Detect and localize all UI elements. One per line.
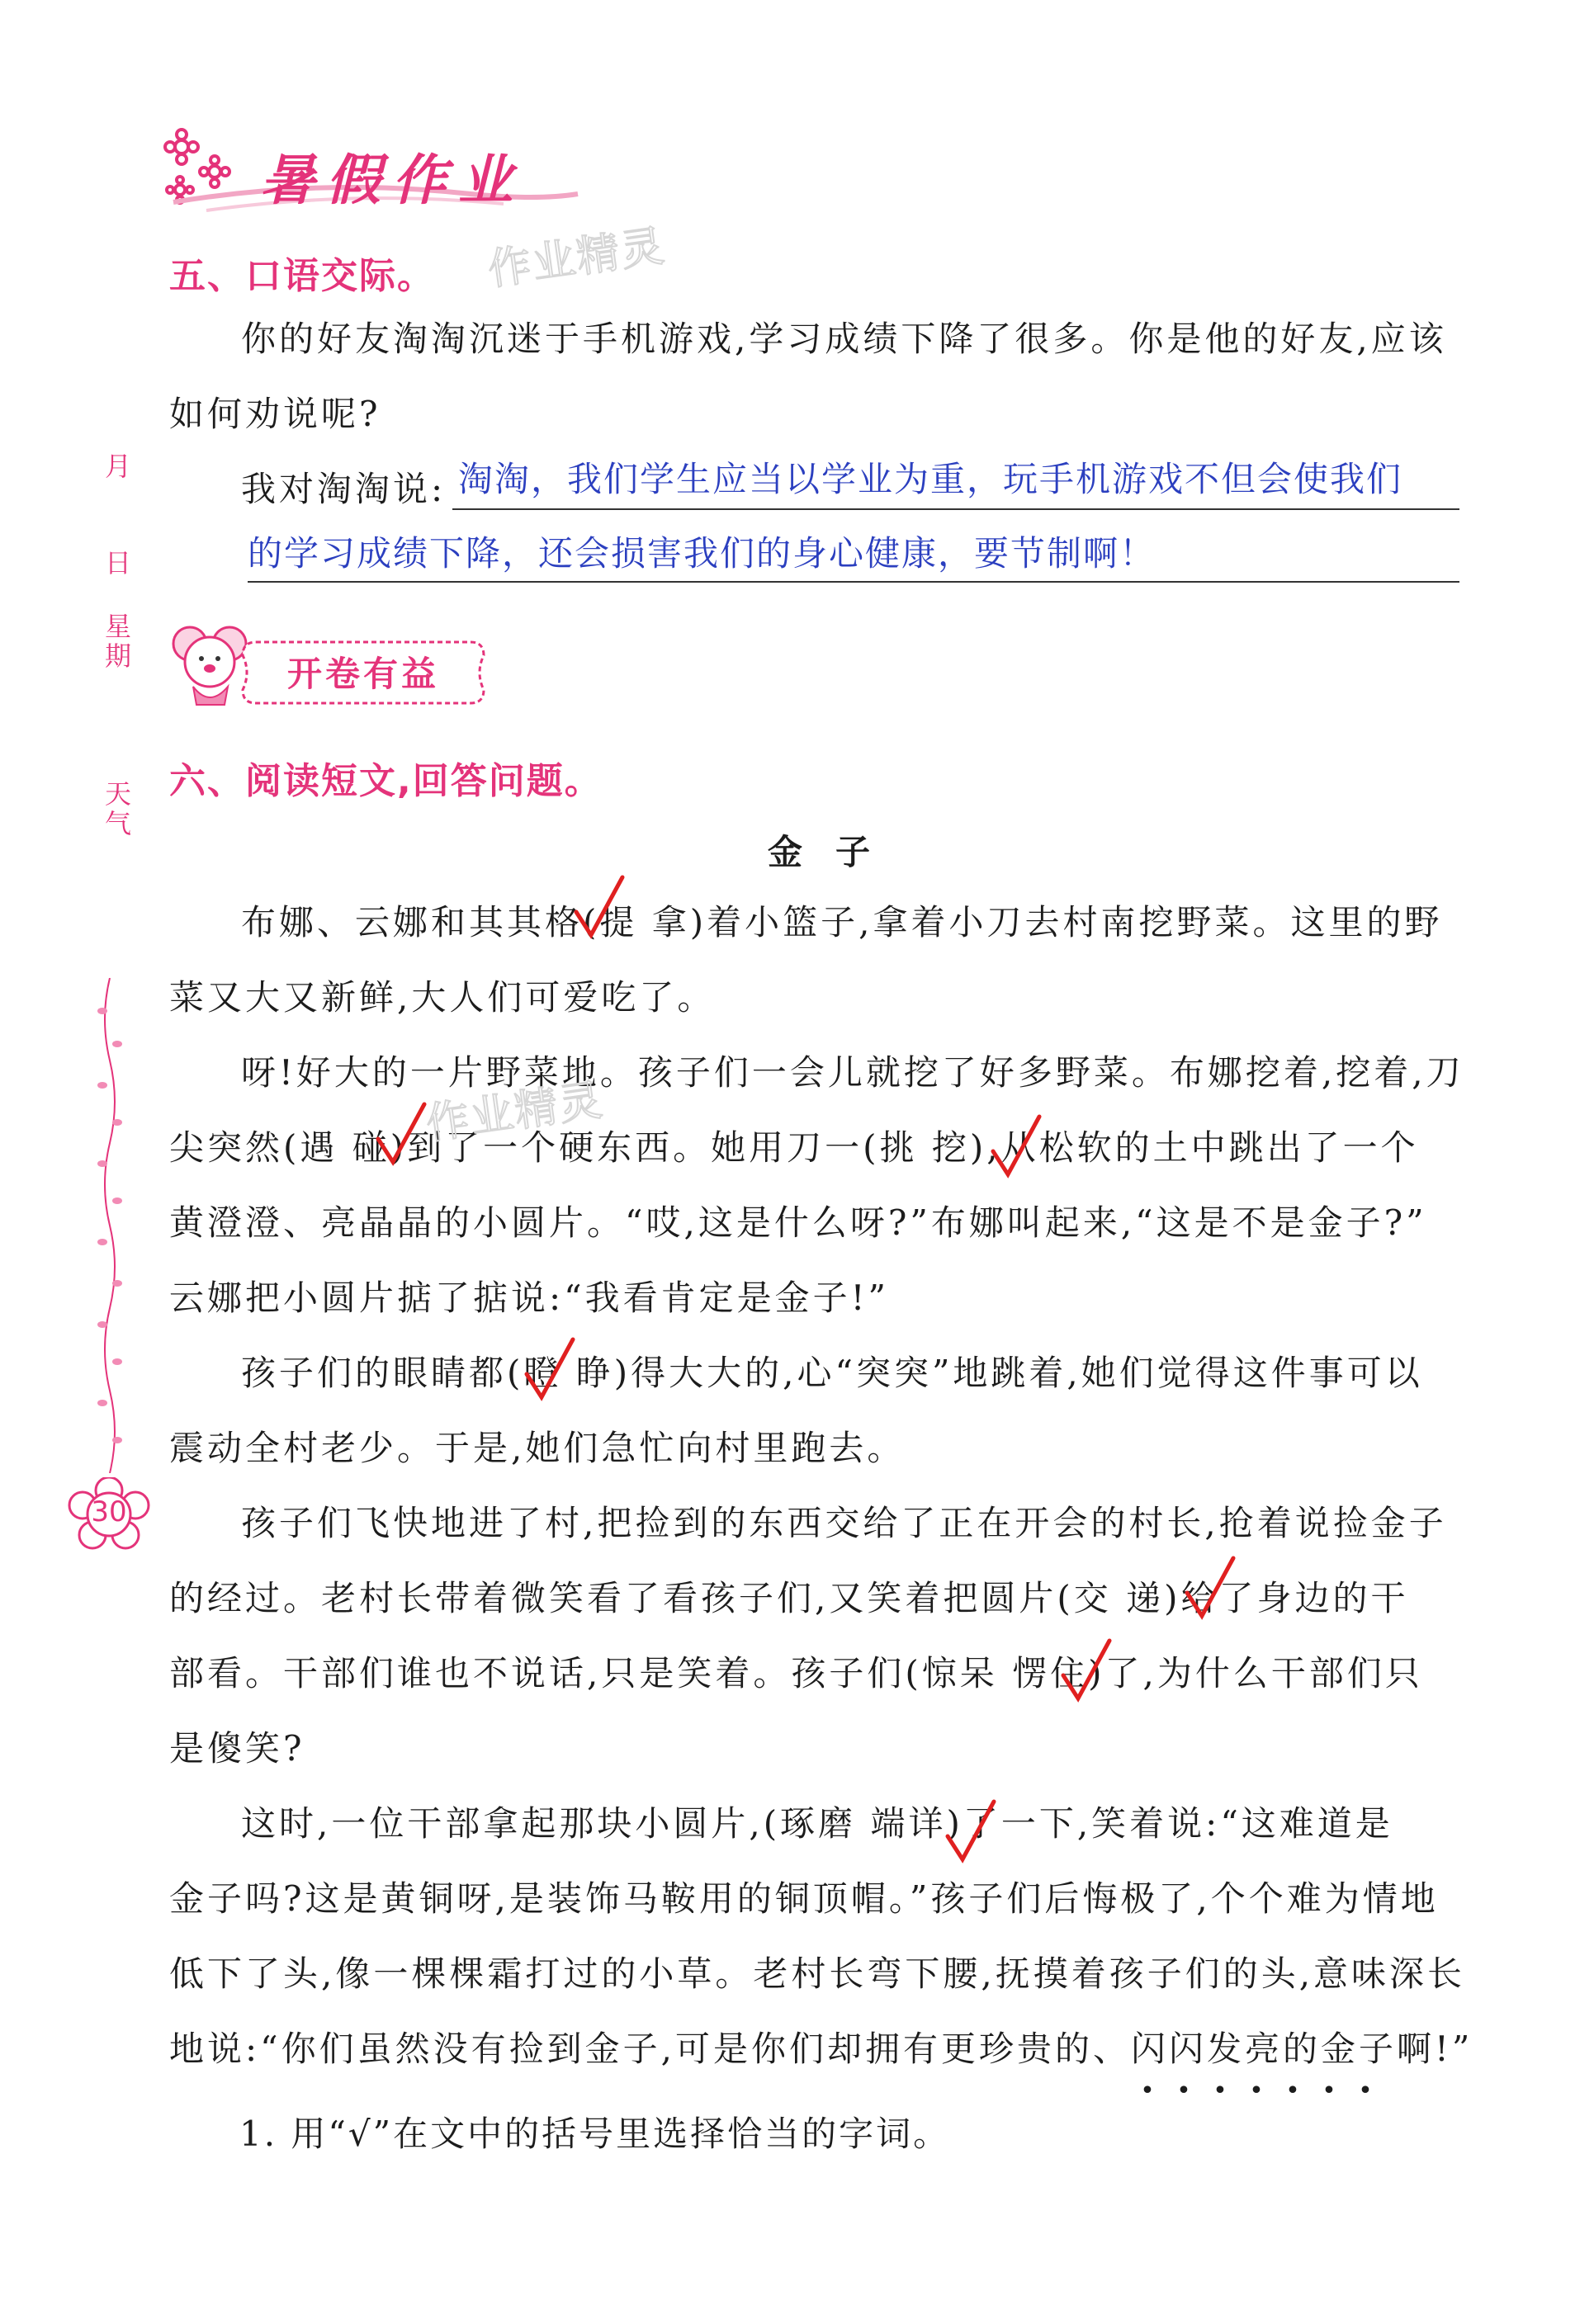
answer-handwriting-line2: 的学习成绩下降，还会损害我们的身心健康，要节制啊！ (248, 533, 1156, 574)
story-title: 金子 (768, 832, 904, 872)
banner-title: 开卷有益 (286, 654, 439, 694)
story-line-5: 黄澄澄、亮晶晶的小圆片。“哎,这是什么呀?”布娜叫起来,“这是不是金子?” (169, 1202, 1427, 1243)
check-mark-icon (570, 871, 627, 945)
story-line-6: 云娜把小圆片掂了掂说:“我看肯定是金子!” (169, 1278, 889, 1318)
page-number: 30 (91, 1495, 127, 1528)
story-line-14: 金子吗?这是黄铜呀,是装饰马鞍用的铜顶帽。”孩子们后悔极了,个个难为情地 (169, 1878, 1439, 1919)
watermark-top: 作业精灵 (485, 221, 669, 295)
story-line-15: 低下了头,像一棵棵霜打过的小草。老村长弯下腰,抚摸着孩子们的头,意味深长 (169, 1953, 1466, 1994)
question-1: 1. 用“√”在文中的括号里选择恰当的字词。 (239, 2114, 951, 2154)
margin-day-label: 日 (101, 549, 132, 579)
answer-underline-2 (248, 581, 1459, 583)
answer-handwriting-line1: 淘淘，我们学生应当以学业为重，玩手机游戏不但会使我们 (458, 459, 1403, 499)
story-line-1: 布娜、云娜和其其格(提 拿)着小篮子,拿着小刀去村南挖野菜。这里的野 (241, 902, 1443, 942)
check-mark-icon (986, 1110, 1044, 1184)
margin-month-label: 月 (101, 452, 132, 482)
check-mark-icon (371, 1098, 429, 1172)
story-line-11: 部看。干部们谁也不说话,只是笑着。孩子们(惊呆 愣住)了,为什么干部们只 (169, 1653, 1423, 1693)
answer-underline-1 (452, 508, 1459, 510)
section6-title: 六、阅读短文,回答问题。 (169, 760, 603, 802)
story-line-12: 是傻笑? (169, 1728, 305, 1769)
story-line-10: 的经过。老村长带着微笑看了看孩子们,又笑着把圆片(交 递)给了身边的干 (169, 1578, 1409, 1618)
check-mark-icon (1180, 1552, 1238, 1626)
story-line-8: 震动全村老少。于是,她们急忙向村里跑去。 (169, 1428, 906, 1468)
margin-weekday-label: 星期 (101, 612, 132, 672)
story-line-4: 尖突然(遇 碰)到了一个硬东西。她用刀一(挑 挖),从松软的土中跳出了一个 (169, 1127, 1419, 1168)
section5-prompt-line2: 如何劝说呢? (169, 394, 381, 434)
check-mark-icon (520, 1333, 578, 1407)
vine-decoration (96, 978, 124, 1473)
check-mark-icon (941, 1795, 999, 1869)
header-title: 暑假作业 (260, 149, 524, 212)
story-line-2: 菜又大又新鲜,大人们可爱吃了。 (169, 977, 716, 1018)
section5-answer-label: 我对淘淘说: (241, 469, 447, 509)
story-line-7: 孩子们的眼睛都(瞪 睁)得大大的,心“突突”地跳着,她们觉得这件事可以 (241, 1353, 1423, 1393)
story-line-13: 这时,一位干部拿起那块小圆片,(琢磨 端详)了一下,笑着说:“这难道是 (241, 1803, 1393, 1844)
section5-title: 五、口语交际。 (169, 255, 435, 297)
story-line-16: 地说:“你们虽然没有捡到金子,可是你们却拥有更珍贵的、闪闪发亮的金子啊!” (169, 2029, 1473, 2069)
section5-prompt-line1: 你的好友淘淘沉迷于手机游戏,学习成绩下降了很多。你是他的好友,应该 (241, 319, 1447, 359)
margin-weather-label: 天气 (101, 780, 132, 839)
emphasis-dots: • • • • • • • (1140, 2076, 1373, 2105)
watermark-middle: 作业精灵 (423, 1075, 607, 1150)
story-line-9: 孩子们飞快地进了村,把捡到的东西交给了正在开会的村长,抢着说捡金子 (241, 1503, 1447, 1543)
check-mark-icon (1057, 1634, 1114, 1708)
story-line-3: 呀!好大的一片野菜地。孩子们一会儿就挖了好多野菜。布娜挖着,挖着,刀 (241, 1052, 1464, 1093)
